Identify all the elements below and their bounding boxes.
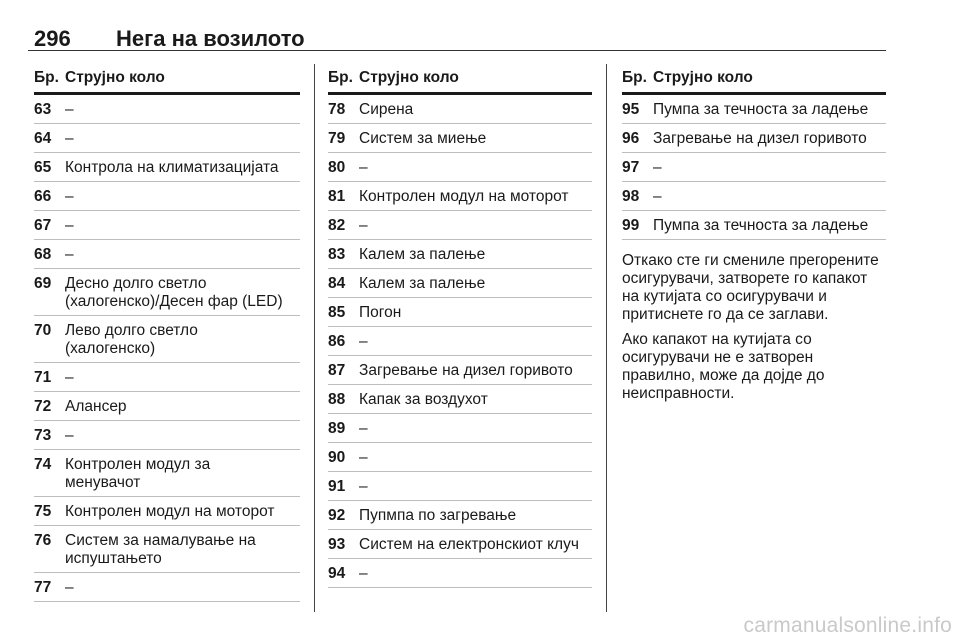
table-row — [328, 327, 592, 356]
circuit-name — [653, 217, 886, 239]
table-header — [328, 64, 592, 95]
table-row — [34, 240, 300, 269]
table-row — [34, 573, 300, 602]
circuit-name — [359, 188, 592, 210]
circuit-line: – — [359, 565, 368, 582]
circuit-name — [65, 456, 300, 496]
circuit-line: Систем за миење — [359, 130, 487, 147]
fuse-number: 86 — [328, 333, 346, 350]
note-line: Откако сте ги смениле прегорените — [622, 252, 879, 269]
fuse-number: 77 — [34, 579, 52, 596]
circuit-name — [359, 333, 592, 355]
circuit-name — [653, 188, 886, 210]
table-row — [328, 211, 592, 240]
circuit-name — [65, 130, 300, 152]
fuse-number: 76 — [34, 532, 52, 549]
note-line: притиснете го да се заглави. — [622, 306, 829, 323]
fuse-number: 87 — [328, 362, 346, 379]
note-line: правилно, може да дојде до — [622, 367, 825, 384]
table-row — [622, 95, 886, 124]
table-row — [34, 392, 300, 421]
table-row — [34, 526, 300, 573]
circuit-name — [359, 159, 592, 181]
circuit-name — [359, 391, 592, 413]
circuit-name — [359, 275, 592, 297]
fuse-number: 74 — [34, 456, 52, 473]
table-row — [328, 124, 592, 153]
circuit-line: – — [65, 246, 74, 263]
circuit-line: Пупмпа по загревање — [359, 507, 517, 524]
table-row — [328, 153, 592, 182]
circuit-name — [653, 130, 886, 152]
note-paragraph — [622, 331, 886, 403]
circuit-line: Погон — [359, 304, 402, 321]
note-line: Ако капакот на кутијата со — [622, 331, 812, 348]
circuit-name — [65, 579, 300, 601]
circuit-name — [653, 159, 886, 181]
table-row — [34, 153, 300, 182]
table-row — [328, 182, 592, 211]
fuse-number: 89 — [328, 420, 346, 437]
fuse-number: 83 — [328, 246, 346, 263]
circuit-line: Пумпа за течноста за ладење — [653, 217, 869, 234]
circuit-line: – — [653, 159, 662, 176]
circuit-line: – — [359, 159, 368, 176]
circuit-line: – — [359, 449, 368, 466]
circuit-line: Лево долго светло — [65, 322, 198, 339]
fuse-number: 68 — [34, 246, 52, 263]
table-row — [328, 95, 592, 124]
circuit-line: Калем за палење — [359, 275, 486, 292]
fuse-number: 88 — [328, 391, 346, 408]
circuit-line: – — [359, 217, 368, 234]
fuse-number: 78 — [328, 101, 346, 118]
table-row — [328, 559, 592, 588]
fuse-number: 92 — [328, 507, 346, 524]
circuit-name — [359, 246, 592, 268]
header-circuit: Струјно коло — [65, 69, 165, 86]
circuit-name — [359, 507, 592, 529]
circuit-line: Систем на електронскиот клуч — [359, 536, 579, 553]
fuse-number: 93 — [328, 536, 346, 553]
table-row — [622, 153, 886, 182]
note-line: неисправности. — [622, 385, 735, 402]
column-divider — [314, 64, 315, 612]
circuit-line: Калем за палење — [359, 246, 486, 263]
circuit-name — [65, 322, 300, 362]
circuit-line: (халогенско) — [65, 340, 156, 357]
circuit-name — [359, 304, 592, 326]
fuse-number: 70 — [34, 322, 52, 339]
table-row — [34, 497, 300, 526]
table-header — [34, 64, 300, 95]
circuit-name — [653, 101, 886, 123]
circuit-line: Капак за воздухот — [359, 391, 488, 408]
circuit-name — [359, 362, 592, 384]
fuse-number: 85 — [328, 304, 346, 321]
fuse-number: 95 — [622, 101, 640, 118]
circuit-line: менувачот — [65, 474, 141, 491]
table-row — [34, 182, 300, 211]
circuit-line: Контролен модул на моторот — [359, 188, 569, 205]
circuit-line: Контролен модул на моторот — [65, 503, 275, 520]
circuit-name — [359, 449, 592, 471]
watermark: carmanualsonline.info — [743, 614, 952, 637]
circuit-line: – — [65, 101, 74, 118]
circuit-name — [65, 159, 300, 181]
table-row — [34, 124, 300, 153]
table-row — [622, 182, 886, 211]
table-row — [328, 530, 592, 559]
circuit-name — [359, 478, 592, 500]
circuit-name — [65, 275, 300, 315]
circuit-line: – — [65, 217, 74, 234]
table-row — [34, 363, 300, 392]
circuit-line: Сирена — [359, 101, 414, 118]
table-row — [328, 240, 592, 269]
page-title: Нега на возилото — [116, 26, 305, 51]
circuit-name — [65, 369, 300, 391]
fuse-number: 64 — [34, 130, 52, 147]
table-row — [34, 269, 300, 316]
page-number: 296 — [34, 26, 71, 51]
column-divider — [606, 64, 607, 612]
circuit-line: – — [359, 478, 368, 495]
circuit-line: – — [359, 420, 368, 437]
circuit-line: – — [65, 130, 74, 147]
circuit-line: – — [653, 188, 662, 205]
fuse-number: 79 — [328, 130, 346, 147]
circuit-line: Загревање на дизел горивото — [359, 362, 573, 379]
circuit-name — [65, 188, 300, 210]
fuse-number: 91 — [328, 478, 346, 495]
table-row — [622, 211, 886, 240]
circuit-line: – — [359, 333, 368, 350]
note-line: осигурувачи не е затворен — [622, 349, 814, 366]
circuit-line: Контрола на климатизацијата — [65, 159, 279, 176]
table-row — [328, 501, 592, 530]
table-rows — [328, 95, 592, 588]
note-line: на кутијата со осигурувачи и — [622, 288, 827, 305]
circuit-name — [65, 427, 300, 449]
circuit-line: – — [65, 579, 74, 596]
fuse-number: 96 — [622, 130, 640, 147]
circuit-name — [359, 101, 592, 123]
circuit-line: Загревање на дизел горивото — [653, 130, 867, 147]
circuit-line: Систем за намалување на — [65, 532, 256, 549]
circuit-name — [65, 532, 300, 572]
fuse-number: 73 — [34, 427, 52, 444]
table-row — [34, 450, 300, 497]
header-circuit: Струјно коло — [359, 69, 459, 86]
table-header — [622, 64, 886, 95]
table-row — [34, 421, 300, 450]
table-row — [328, 443, 592, 472]
fuse-number: 66 — [34, 188, 52, 205]
fuse-number: 82 — [328, 217, 346, 234]
notes — [622, 252, 886, 403]
circuit-name — [65, 246, 300, 268]
header-number: Бр. — [622, 69, 647, 86]
table-row — [328, 298, 592, 327]
table-row — [34, 95, 300, 124]
fuse-number: 94 — [328, 565, 346, 582]
fuse-number: 97 — [622, 159, 640, 176]
fuse-table-column-1 — [34, 64, 300, 602]
fuse-number: 98 — [622, 188, 640, 205]
table-row — [328, 472, 592, 501]
circuit-line: Алансер — [65, 398, 127, 415]
fuse-number: 75 — [34, 503, 52, 520]
fuse-number: 72 — [34, 398, 52, 415]
header-number: Бр. — [34, 69, 59, 86]
circuit-name — [359, 565, 592, 587]
table-rows — [622, 95, 886, 240]
circuit-line: Пумпа за течноста за ладење — [653, 101, 869, 118]
circuit-line: – — [65, 369, 74, 386]
fuse-number: 63 — [34, 101, 52, 118]
circuit-line: – — [65, 427, 74, 444]
header-number: Бр. — [328, 69, 353, 86]
circuit-line: Десно долго светло — [65, 275, 207, 292]
table-row — [328, 385, 592, 414]
table-row — [328, 269, 592, 298]
fuse-number: 84 — [328, 275, 346, 292]
fuse-number: 67 — [34, 217, 52, 234]
note-paragraph — [622, 252, 886, 324]
fuse-number: 65 — [34, 159, 52, 176]
fuse-number: 81 — [328, 188, 346, 205]
circuit-name — [65, 503, 300, 525]
table-row — [328, 356, 592, 385]
table-row — [328, 414, 592, 443]
circuit-name — [359, 130, 592, 152]
note-line: осигурувачи, затворете го капакот — [622, 270, 868, 287]
fuse-number: 90 — [328, 449, 346, 466]
circuit-name — [359, 217, 592, 239]
fuse-number: 99 — [622, 217, 640, 234]
header-circuit: Струјно коло — [653, 69, 753, 86]
circuit-name — [65, 101, 300, 123]
circuit-name — [65, 398, 300, 420]
fuse-number: 71 — [34, 369, 52, 386]
circuit-line: Контролен модул за — [65, 456, 211, 473]
circuit-name — [359, 420, 592, 442]
circuit-line: (халогенско)/Десен фар (LED) — [65, 293, 283, 310]
circuit-name — [65, 217, 300, 239]
fuse-table-column-2 — [328, 64, 592, 588]
table-row — [34, 211, 300, 240]
fuse-table-column-3 — [622, 64, 886, 410]
table-row — [622, 124, 886, 153]
circuit-name — [359, 536, 592, 558]
table-rows — [34, 95, 300, 602]
page-header — [28, 22, 886, 51]
fuse-number: 80 — [328, 159, 346, 176]
circuit-line: испуштањето — [65, 550, 162, 567]
table-row — [34, 316, 300, 363]
circuit-line: – — [65, 188, 74, 205]
fuse-number: 69 — [34, 275, 52, 292]
